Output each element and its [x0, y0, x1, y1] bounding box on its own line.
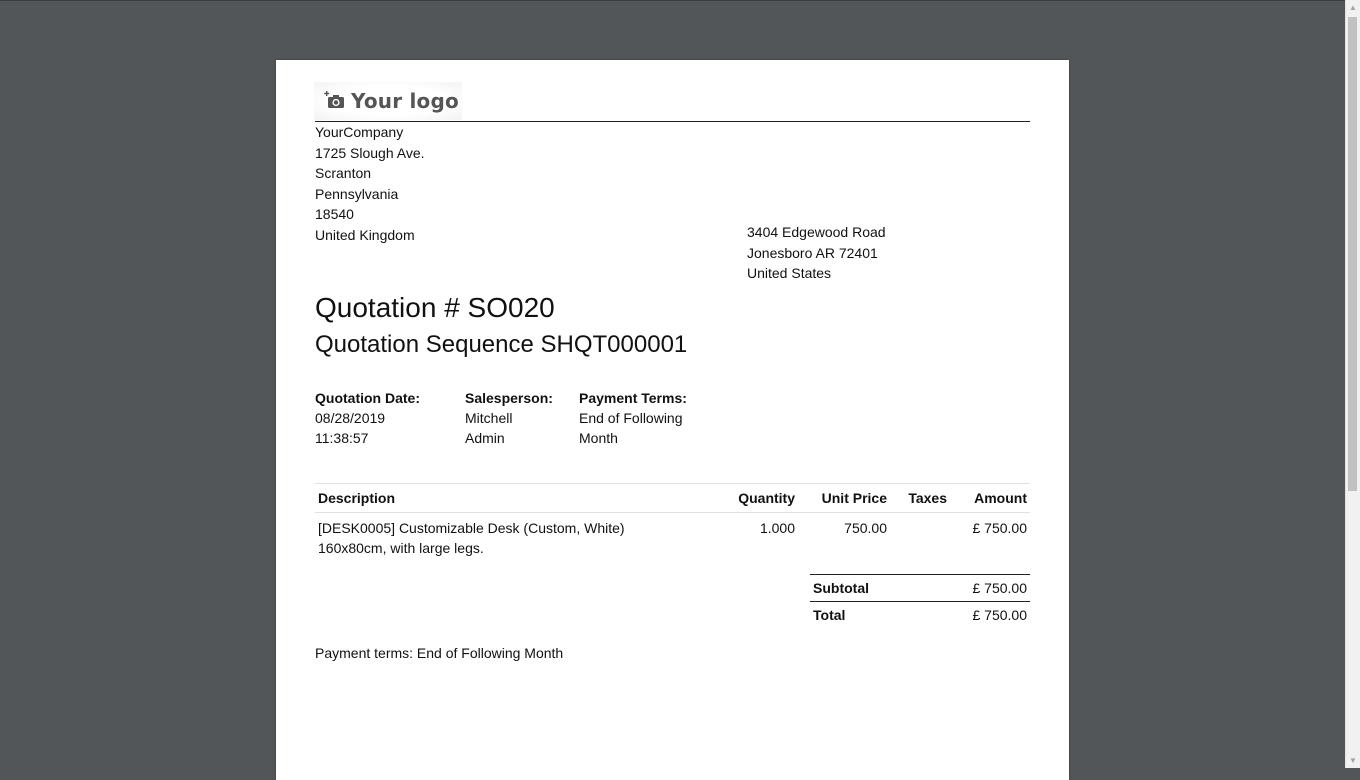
line-description-2: 160x80cm, with large legs. — [318, 540, 484, 556]
quotation-time-value: 11:38:57 — [315, 430, 369, 446]
quotation-date-value: 08/28/2019 — [315, 410, 386, 426]
company-name: YourCompany — [315, 124, 404, 140]
company-country: United Kingdom — [315, 226, 415, 243]
total-row — [810, 602, 1030, 629]
subtotal-label: Subtotal — [810, 575, 921, 602]
company-state: Pennsylvania — [315, 185, 399, 202]
customer-country: United States — [747, 265, 832, 281]
company-logo — [314, 82, 462, 120]
company-zip: 18540 — [315, 206, 354, 222]
col-description: Description — [315, 484, 722, 513]
salesperson-label: Salesperson: — [465, 390, 553, 406]
salesperson-first: Mitchell — [465, 410, 513, 426]
company-street: 1725 Slough Ave. — [315, 144, 425, 161]
payment-terms-block — [579, 388, 687, 448]
totals-table — [810, 574, 1030, 628]
order-lines-table — [315, 483, 1030, 563]
quotation-title: Quotation # SO020 — [315, 292, 555, 323]
quotation-sequence: Quotation Sequence SHQT000001 — [315, 331, 688, 358]
total-label: Total — [810, 602, 921, 629]
scrollbar-thumb[interactable] — [1348, 17, 1357, 491]
line-description-1: [DESK0005] Customizable Desk (Custom, White) — [318, 520, 625, 536]
customer-city-line: Jonesboro AR 72401 — [747, 244, 878, 261]
payment-terms-value-1: End of Following — [579, 410, 683, 426]
salesperson-last: Admin — [465, 430, 505, 446]
col-taxes: Taxes — [890, 484, 950, 513]
col-quantity: Quantity — [722, 484, 798, 513]
document-page — [276, 60, 1069, 780]
line-description — [315, 513, 722, 564]
subtotal-row — [810, 575, 1030, 602]
payment-terms-note: Payment terms: End of Following Month — [315, 645, 564, 661]
customer-address — [747, 224, 997, 294]
line-amount: £ 750.00 — [972, 520, 1027, 536]
customer-street: 3404 Edgewood Road — [747, 224, 886, 240]
payment-terms-label: Payment Terms: — [579, 390, 687, 406]
table-row — [315, 513, 1030, 564]
line-unit-price: 750.00 — [844, 520, 887, 536]
company-address — [315, 122, 425, 245]
subtotal-value: £ 750.00 — [921, 575, 1030, 602]
camera-plus-icon — [323, 89, 349, 113]
col-amount: Amount — [950, 484, 1030, 513]
company-city: Scranton — [315, 165, 372, 181]
scroll-down-arrow-icon[interactable]: ▼ — [1349, 756, 1357, 765]
salesperson-block — [465, 388, 553, 448]
scroll-up-arrow-icon[interactable]: ▲ — [1349, 3, 1357, 12]
line-taxes — [890, 513, 950, 564]
quotation-date-label: Quotation Date: — [315, 390, 420, 406]
vertical-scrollbar[interactable] — [1345, 0, 1360, 768]
quotation-date-block — [315, 388, 420, 448]
col-unit-price: Unit Price — [798, 484, 890, 513]
total-value: £ 750.00 — [921, 602, 1030, 629]
table-header-row — [315, 484, 1030, 513]
payment-terms-value-2: Month — [579, 430, 618, 446]
logo-text: Your logo — [351, 89, 459, 113]
line-quantity: 1.000 — [759, 520, 795, 536]
